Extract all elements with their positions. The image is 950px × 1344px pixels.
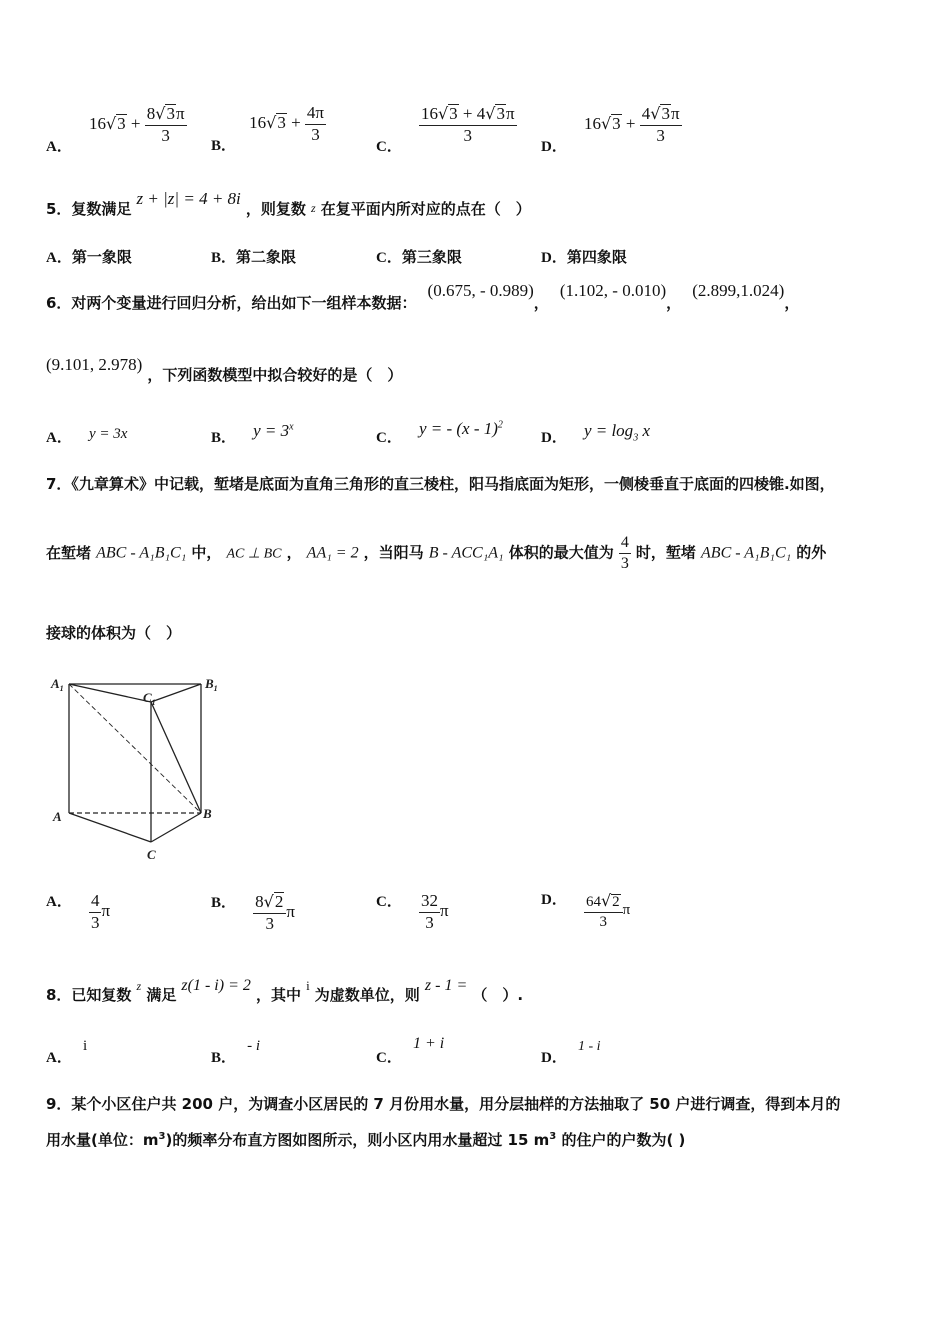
edge-a1-b-hidden xyxy=(69,684,201,813)
fraction: $\frac{4}{3}$ xyxy=(90,891,100,932)
q7-option-b: B． $\frac{8√2}{3}$ π xyxy=(211,892,295,933)
q6-option-b: B． $y = 3^x$ xyxy=(211,421,294,446)
fraction: $\frac{32}{3}$ xyxy=(420,891,438,932)
q6-option-d: D． $y = \log_3 x$ xyxy=(541,421,650,446)
q7-option-c: C． $\frac{32}{3}$ π xyxy=(376,891,449,932)
q5-option-c: C．第三象限 xyxy=(376,248,462,266)
edge-c1-b1 xyxy=(151,684,201,702)
q7-option-a: A． $\frac{4}{3}$ π xyxy=(46,891,111,932)
q8-option-c: C． 1 + i xyxy=(376,1035,445,1066)
q7-option-d: D． $\frac{64√2}{3}$ π xyxy=(541,891,631,930)
edge-a-c xyxy=(69,813,151,842)
option-expression xyxy=(419,104,517,145)
q5-option-d: D．第四象限 xyxy=(541,248,627,266)
q6-point-2: (1.102, - 0.010) xyxy=(559,281,667,300)
q8-option-b: B． - i xyxy=(211,1038,261,1066)
fraction: $\frac{64√2}{3}$ xyxy=(584,892,623,930)
label-a: A xyxy=(53,809,62,824)
q7-prism-figure xyxy=(45,672,230,867)
q8-option-a: A． i xyxy=(46,1038,88,1066)
q6-point-4: (9.101, 2.978) xyxy=(46,355,143,374)
q6-point-1: (0.675, - 0.989) xyxy=(427,281,534,300)
label-b: B xyxy=(203,806,212,821)
fraction: $\frac{8√2}{3}$ xyxy=(253,892,286,933)
edge-c1-b xyxy=(151,702,201,813)
q6-point-3: (2.899,1.024) xyxy=(692,281,785,300)
option-expression: 16√3 + $\frac{4√3\pi}{3}$ xyxy=(583,104,680,145)
edge-a1-c1 xyxy=(69,684,151,702)
q7-volume-fraction: $\frac{4}{3}$ xyxy=(620,534,629,572)
option-letter: B． xyxy=(211,138,237,155)
fraction: $\frac{16√3 + 4√3\pi}{3}$ xyxy=(420,104,515,145)
q7-stem-line1: 7．《九章算术》中记载，堑堵是底面为直角三角形的直三棱柱，阳马指底面为矩形，一侧棱垂直于底面的四棱锥.如图， xyxy=(46,475,835,493)
q6-option-a: A． y = 3x xyxy=(46,426,128,446)
fraction: $\frac{8√3\pi}{3}$ xyxy=(146,104,185,145)
q7-stem-line3: 接球的体积为（ ） xyxy=(46,624,182,642)
q6-stem-line1: 6．对两个变量进行回归分析，给出如下一组样本数据： (0.675, - 0.989)， (1.102, - 0.010)， (2.899,1.024)， xyxy=(46,281,800,312)
edge-c-b xyxy=(151,813,201,842)
q6-option-c: C． y = - (x - 1)$^2$ xyxy=(376,419,503,446)
q8-option-d: D． 1 - i xyxy=(541,1039,601,1066)
q5-option-b: B．第二象限 xyxy=(211,248,297,266)
fraction: $\frac{4√3\pi}{3}$ xyxy=(641,104,680,145)
option-letter: C． xyxy=(376,138,402,155)
q7-stem-line2: 在堑堵 ABC - A₁B₁C₁ 中， AC ⊥ BC ， AA₁ = 2 ，当阳马 B - ACC₁A₁ 体积的最大值为 $\frac{4}{3}$ 时，堑堵 ABC - A₁B₁C₁ 的外 xyxy=(46,534,827,572)
label-c1: $C_1$ xyxy=(143,690,156,707)
q4-option-b xyxy=(211,103,326,155)
option-letter: A． xyxy=(46,138,72,155)
q4-option-c xyxy=(376,104,517,155)
fraction: $\frac{4\pi}{3}$ xyxy=(306,103,324,144)
q9-stem-line1: 9．某个小区住户共 200 户，为调查小区居民的 7 月份用水量，用分层抽样的方法抽取了 50 户进行调查，得到本月的 xyxy=(46,1095,841,1113)
q4-option-d xyxy=(541,104,682,155)
q5-stem: 5．复数满足 z + |z| = 4 + 8i ，则复数 $_z$ 在复平面内所对应的点在（ ） xyxy=(46,189,531,218)
label-b1: $B_1$ xyxy=(205,676,218,693)
label-a1: $A_1$ xyxy=(51,676,64,693)
option-letter: D． xyxy=(541,138,567,155)
q4-option-a xyxy=(46,104,187,155)
label-c: C xyxy=(147,847,156,862)
q9-stem-line2: 用水量(单位：$m^3$)的频率分布直方图如图所示，则小区内用水量超过 15 $m^3$ 的住户的户数为( ) xyxy=(46,1131,686,1149)
option-expression: 16√3 + $\frac{8√3\pi}{3}$ xyxy=(88,104,185,145)
q8-stem: 8．已知复数 z 满足 z(1 - i) = 2 ，其中 i 为虚数单位，则 z - 1 = （ ）. xyxy=(46,977,524,1004)
q5-formula: z + |z| = 4 + 8i xyxy=(136,189,241,208)
option-expression: 16√3 + $\frac{4\pi}{3}$ xyxy=(249,103,324,144)
q6-stem-line2: (9.101, 2.978) ，下列函数模型中拟合较好的是（ ） xyxy=(46,355,403,384)
q5-option-a: A．第一象限 xyxy=(46,248,132,266)
